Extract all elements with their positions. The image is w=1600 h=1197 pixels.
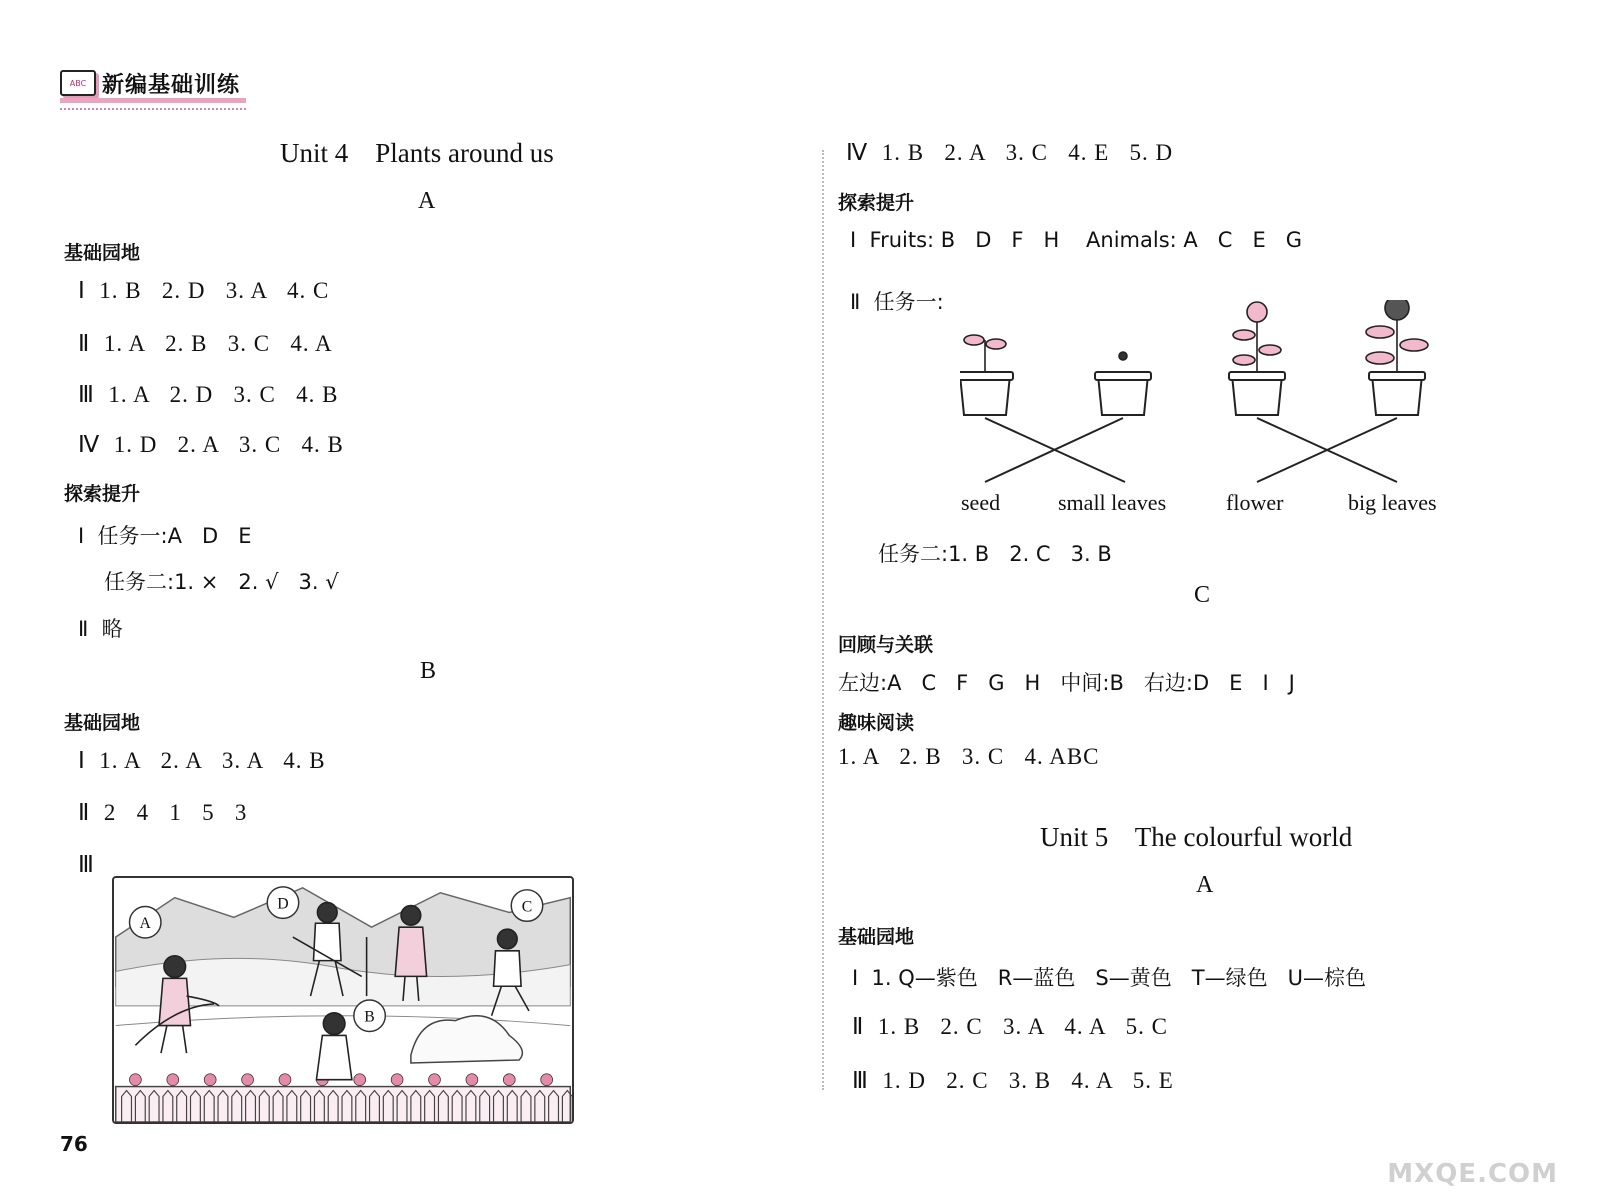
watermark: MXQE.COM [1387,1159,1558,1189]
plant-label: seed [961,490,1001,515]
answer-line: Ⅰ 1. B 2. D 3. A 4. C [78,278,330,303]
flower [503,1074,515,1086]
unit5-section-a: A [1196,872,1214,898]
plant-matching-diagram [960,300,1500,500]
unit4-a-explore-heading: 探索提升 [64,483,141,505]
plant-label: big leaves [1348,490,1437,515]
page-number: 76 [60,1132,88,1156]
answer-line: Ⅱ 1. A 2. B 3. C 4. A [78,331,333,356]
flower [466,1074,478,1086]
unit5-title: Unit 5 The colourful world [1040,822,1353,852]
answer-line: Ⅰ 1. Q—紫色 R—蓝色 S—黄色 T—绿色 U—棕色 [852,966,1367,990]
picture-label: C [521,898,533,916]
flower [541,1074,553,1086]
unit4-c-review-heading: 回顾与关联 [838,634,934,656]
picture-label: D [277,895,289,913]
unit4-section-a: A [418,188,436,214]
answer-line: Ⅱ 任务一: [850,290,944,314]
unit4-section-b: B [420,658,437,684]
answer-line: Ⅲ 1. D 2. C 3. B 4. A 5. E [852,1068,1174,1093]
plant-label: flower [1226,490,1284,515]
flower [391,1074,403,1086]
garden-illustration [112,876,574,1124]
unit5-a-basic-heading: 基础园地 [838,926,915,948]
answer-line: Ⅲ 1. A 2. D 3. C 4. B [78,382,339,407]
answer-line: Ⅱ 2 4 1 5 3 [78,800,248,825]
flower [204,1074,216,1086]
answer-line: Ⅰ 任务一:A D E [78,524,252,548]
question-3-label: Ⅲ [78,852,95,877]
unit4-title: Unit 4 Plants around us [280,138,554,168]
unit4-c-reading-heading: 趣味阅读 [838,712,915,734]
brand-title: 新编基础训练 [102,72,241,98]
flower [429,1074,441,1086]
answer-line: Ⅱ 1. B 2. C 3. A 4. A 5. C [852,1014,1168,1039]
plant-label: small leaves [1058,490,1167,515]
answer-line: Ⅳ 1. B 2. A 3. C 4. E 5. D [846,140,1174,165]
flower [242,1074,254,1086]
answer-line: 左边:A C F G H 中间:B 右边:D E I J [838,671,1295,695]
flower [130,1074,142,1086]
brand-badge: ABC [60,70,96,96]
flower [167,1074,179,1086]
answer-line: 1. A 2. B 3. C 4. ABC [838,744,1100,769]
answer-line: Ⅰ Fruits: B D F H Animals: A C E G [850,228,1303,252]
unit4-b-explore-heading: 探索提升 [838,192,915,214]
brand-underline [60,98,246,103]
answer-line: 任务二:1. B 2. C 3. B [878,542,1112,566]
flower [354,1074,366,1086]
unit4-section-c: C [1194,582,1211,608]
unit4-b-basic-heading: 基础园地 [64,712,141,734]
column-divider [822,150,824,1090]
answer-line: 任务二:1. × 2. √ 3. √ [104,570,339,594]
unit4-a-basic-heading: 基础园地 [64,242,141,264]
answer-line: Ⅱ 略 [78,617,123,641]
flower [279,1074,291,1086]
picture-label: A [139,915,151,933]
answer-line: Ⅰ 1. A 2. A 3. A 4. B [78,748,326,773]
garden-scene [114,878,572,1122]
brand-header [60,64,240,102]
answer-line: Ⅳ 1. D 2. A 3. C 4. B [78,432,344,457]
brand-dots [60,108,246,110]
picture-label: B [364,1008,375,1026]
